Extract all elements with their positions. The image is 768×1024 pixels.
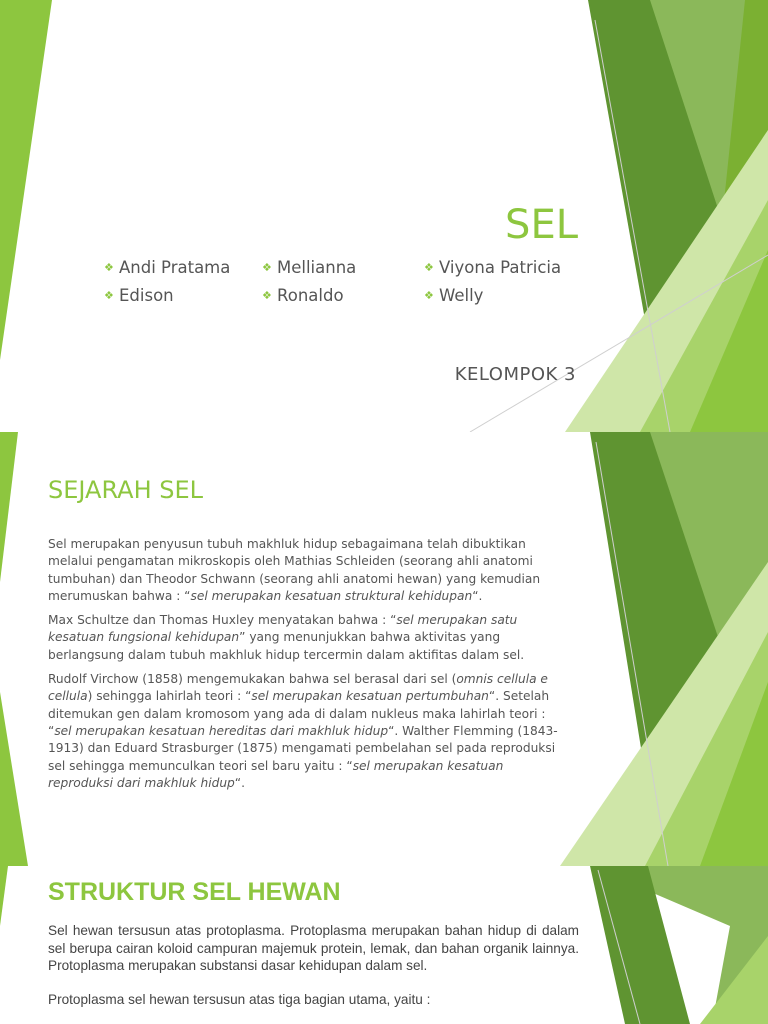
slide-body xyxy=(48,536,560,799)
list-item xyxy=(262,286,424,305)
slide-subtitle: KELOMPOK 3 xyxy=(454,364,576,385)
diamond-bullet-icon: ❖ xyxy=(262,261,272,274)
list-item xyxy=(104,286,262,305)
slide-body xyxy=(48,922,579,1024)
slide-title-text: SEJARAH SEL xyxy=(48,476,204,504)
paragraph: Sel hewan tersusun atas protoplasma. Protoplasma merupakan bahan hidup di dalam sel berupa cairan koloid campuran majemuk protein, lemak, dan bahan organik lainnya. Protoplasma merupakan substansi dasar kehidupan dalam sel. xyxy=(48,923,579,973)
member-name: Viyona Patricia xyxy=(439,258,562,277)
member-name: Welly xyxy=(439,286,484,305)
slide-title-text: SEL xyxy=(505,202,578,248)
left-green-wedge xyxy=(0,432,18,582)
diamond-bullet-icon: ❖ xyxy=(104,261,114,274)
member-name: Ronaldo xyxy=(277,286,344,305)
list-item xyxy=(424,258,584,277)
member-name: Edison xyxy=(119,286,174,305)
left-bottom-wedge xyxy=(0,692,28,866)
diamond-bullet-icon: ❖ xyxy=(424,261,434,274)
paragraph: Sel merupakan penyusun tubuh makhluk hidup sebagaimana telah dibuktikan melalui pengamatan mikroskopis oleh Mathias Schleiden (seorang ahli anatomi tumbuhan) dan Theodor Schwann (seorang ahli anatomi hewan) yang kemudian merumuskan bahwa : “sel merupakan kesatuan struktural kehidupan“. xyxy=(48,537,541,603)
diamond-bullet-icon: ❖ xyxy=(424,289,434,302)
paragraph: Max Schultze dan Thomas Huxley menyatakan bahwa : “sel merupakan satu kesatuan fungsional kehidupan” yang menunjukkan bahwa aktivitas yang berlangsung dalam tubuh makhluk hidup tercermin dalam aktifitas dalam sel. xyxy=(48,613,525,662)
paragraph: Rudolf Virchow (1858) mengemukakan bahwa sel berasal dari sel (omnis cellula e cellula) sehingga lahirlah teori : “sel merupakan kesatuan pertumbuhan“. Setelah ditemukan gen dalam kromosom yang ada di dalam nukleus maka lahirlah teori : “sel merupakan kesatuan hereditas dari makhluk hidup“. Walther Flemming (1843-1913) dan Eduard Strasburger (1875) mengamati pembelahan sel pada reproduksi sel sehingga memunculkan teori sel baru yaitu : “sel merupakan kesatuan reproduksi dari makhluk hidup“. xyxy=(48,672,558,790)
slide-history xyxy=(0,432,768,866)
left-green-wedge xyxy=(0,0,52,360)
slide-animal-cell xyxy=(0,866,768,1024)
list-item xyxy=(104,258,262,277)
diamond-bullet-icon: ❖ xyxy=(104,289,114,302)
member-name: Mellianna xyxy=(277,258,357,277)
left-green-wedge xyxy=(0,866,8,926)
diamond-bullet-icon: ❖ xyxy=(262,289,272,302)
member-name: Andi Pratama xyxy=(119,258,231,277)
member-list xyxy=(104,258,584,305)
slide-title-text: STRUKTUR SEL HEWAN xyxy=(48,878,341,906)
paragraph: Protoplasma sel hewan tersusun atas tiga bagian utama, yaitu : xyxy=(48,991,431,1007)
slide-title xyxy=(0,0,768,432)
list-item xyxy=(262,258,424,277)
list-item xyxy=(424,286,584,305)
